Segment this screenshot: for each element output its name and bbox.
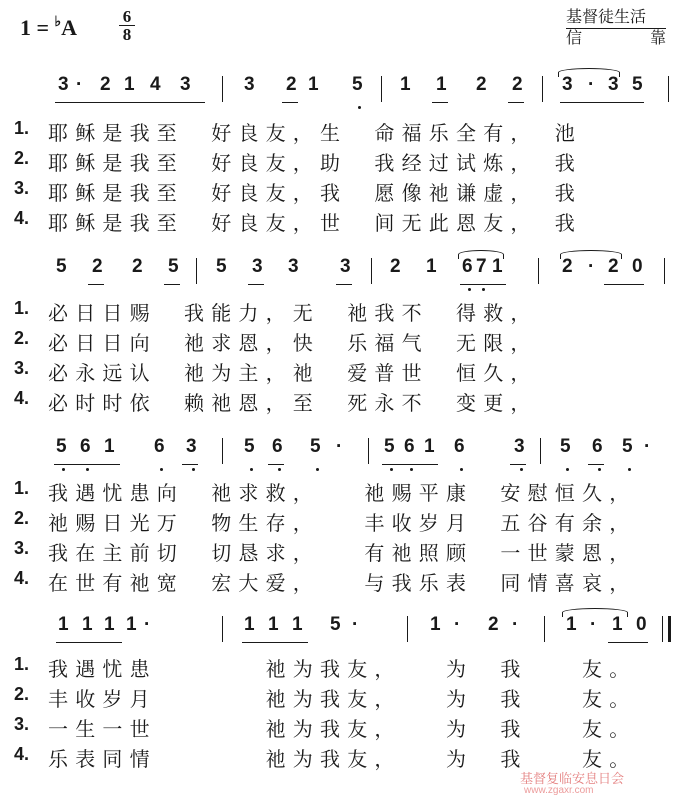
beam-line xyxy=(604,284,644,285)
note-digit: 0 xyxy=(632,256,643,277)
note-digit: 2 xyxy=(390,256,401,277)
verse-number: 3. xyxy=(14,358,30,378)
note-digit: 1 xyxy=(124,74,135,95)
note-digit: · xyxy=(588,74,595,95)
note-digit: 3 xyxy=(58,74,69,95)
note-digit: · xyxy=(336,436,343,457)
bar-line xyxy=(664,258,665,284)
note-digit: 6 xyxy=(592,436,603,457)
beam-line xyxy=(508,102,524,103)
low-octave-dot xyxy=(86,468,89,471)
verse-line xyxy=(0,742,690,770)
verse-number: 4. xyxy=(14,744,30,764)
note-digit: 1 xyxy=(612,614,623,635)
note-digit: 3 xyxy=(186,436,197,457)
beam-line xyxy=(282,102,298,103)
time-signature xyxy=(119,8,135,43)
beam-line xyxy=(560,102,644,103)
note-digit: 3 xyxy=(608,74,619,95)
beam-line xyxy=(382,464,438,465)
watermark xyxy=(520,768,625,796)
low-octave-dot xyxy=(278,468,281,471)
low-octave-dot xyxy=(250,468,253,471)
verse-line xyxy=(0,116,690,144)
note-digit: 1 xyxy=(430,614,441,635)
note-digit: 1 xyxy=(82,614,93,635)
bar-line xyxy=(407,616,408,642)
lyric-text: 我在主前切 切恳求， 有祂照顾 一世蒙恩， xyxy=(48,541,637,565)
verse-number: 3. xyxy=(14,538,30,558)
note-digit: 6 xyxy=(272,436,283,457)
beam-line xyxy=(432,102,448,103)
verse-line xyxy=(0,206,690,234)
beam-line xyxy=(56,642,122,643)
note-digit: 6 xyxy=(462,256,473,277)
lyric-text: 必永远认 祂为主，祂 爱普世 恒久， xyxy=(48,361,538,385)
flat-sign: ♭ xyxy=(54,15,62,30)
beam-line xyxy=(164,284,180,285)
note-digit: 3 xyxy=(180,74,191,95)
beam-line xyxy=(88,284,104,285)
note-digit: 1 xyxy=(566,614,577,635)
bar-line xyxy=(222,438,223,464)
verse-number: 1. xyxy=(14,478,30,498)
low-octave-dot xyxy=(520,468,523,471)
verse-number: 4. xyxy=(14,208,30,228)
verse-line xyxy=(0,296,690,324)
low-octave-dot xyxy=(598,468,601,471)
verse-line xyxy=(0,146,690,174)
note-digit: 5 xyxy=(384,436,395,457)
verse-line xyxy=(0,476,690,504)
note-digit: 6 xyxy=(454,436,465,457)
note-digit: 6 xyxy=(154,436,165,457)
beam-line xyxy=(608,642,648,643)
low-octave-dot xyxy=(316,468,319,471)
note-digit: 3 xyxy=(562,74,573,95)
note-digit: 5 xyxy=(622,436,633,457)
key-note: A xyxy=(61,15,78,40)
low-octave-dot xyxy=(460,468,463,471)
note-digit: 5 xyxy=(244,436,255,457)
beam-line xyxy=(510,464,526,465)
verse-number: 1. xyxy=(14,118,30,138)
bar-line xyxy=(662,616,663,642)
note-digit: 1 xyxy=(104,614,115,635)
note-digit: · xyxy=(352,614,359,635)
watermark-text: 基督复临安息日会 xyxy=(520,772,625,787)
note-digit: 3 xyxy=(252,256,263,277)
note-digit: 1 xyxy=(436,74,447,95)
note-digit: 2 xyxy=(132,256,143,277)
verse-number: 2. xyxy=(14,684,30,704)
bar-line xyxy=(368,438,369,464)
low-octave-dot xyxy=(628,468,631,471)
notation-row xyxy=(0,72,690,106)
bar-line xyxy=(196,258,197,284)
note-digit: 2 xyxy=(92,256,103,277)
lyric-text: 必日日向 祂求恩，快 乐福气 无限， xyxy=(48,331,538,355)
note-digit: 7 xyxy=(476,256,487,277)
note-digit: 3 xyxy=(288,256,299,277)
lyric-text: 祂赐日光万 物生存， 丰收岁月 五谷有余， xyxy=(48,511,637,535)
note-digit: 6 xyxy=(404,436,415,457)
low-octave-dot xyxy=(410,468,413,471)
note-digit: 3 xyxy=(244,74,255,95)
note-digit: 3 xyxy=(340,256,351,277)
verse-number: 3. xyxy=(14,178,30,198)
song-title-left: 信 xyxy=(566,28,583,47)
note-digit: 5 xyxy=(310,436,321,457)
beam-line xyxy=(248,284,264,285)
note-digit: · xyxy=(76,74,83,95)
beam-line xyxy=(268,464,284,465)
note-digit: 4 xyxy=(150,74,161,95)
low-octave-dot xyxy=(192,468,195,471)
notation-row xyxy=(0,254,690,288)
bar-line xyxy=(668,76,669,102)
beam-line xyxy=(242,642,308,643)
low-octave-dot xyxy=(62,468,65,471)
note-digit: 1 xyxy=(58,614,69,635)
time-numerator: 6 xyxy=(122,7,132,26)
note-digit: 2 xyxy=(100,74,111,95)
note-digit: 1 xyxy=(426,256,437,277)
note-digit: · xyxy=(144,614,151,635)
verse-line xyxy=(0,566,690,594)
note-digit: · xyxy=(588,256,595,277)
lyric-text: 必时时依 赖祂恩，至 死永不 变更， xyxy=(48,391,538,415)
verse-number: 2. xyxy=(14,508,30,528)
low-octave-dot xyxy=(160,468,163,471)
beam-line xyxy=(54,464,120,465)
note-digit: 0 xyxy=(636,614,647,635)
bar-line xyxy=(538,258,539,284)
verse-line xyxy=(0,506,690,534)
verse-number: 1. xyxy=(14,298,30,318)
note-digit: 1 xyxy=(244,614,255,635)
lyric-text: 我遇忧患向 祂求救， 祂赐平康 安慰恒久， xyxy=(48,481,637,505)
note-digit: 6 xyxy=(80,436,91,457)
note-digit: · xyxy=(454,614,461,635)
verse-line xyxy=(0,682,690,710)
song-title-right: 靠 xyxy=(649,28,666,47)
song-category: 基督徒生活 xyxy=(566,7,647,26)
lyric-text: 耶稣是我至 好良友，世 间无此恩友， 我 xyxy=(48,211,582,235)
bar-line xyxy=(381,76,382,102)
lyric-text: 我遇忧患 祂为我友， 为 我 友。 xyxy=(48,657,637,681)
note-digit: 1 xyxy=(492,256,503,277)
lyric-text: 一生一世 祂为我友， 为 我 友。 xyxy=(48,717,637,741)
note-digit: 1 xyxy=(424,436,435,457)
bar-line xyxy=(222,616,223,642)
lyric-text: 丰收岁月 祂为我友， 为 我 友。 xyxy=(48,687,637,711)
verse-number: 2. xyxy=(14,328,30,348)
note-digit: 5 xyxy=(56,256,67,277)
note-digit: · xyxy=(512,614,519,635)
note-digit: 1 xyxy=(308,74,319,95)
beam-line xyxy=(588,464,604,465)
lyric-text: 耶稣是我至 好良友，生 命福乐全有， 池 xyxy=(48,121,582,145)
note-digit: 5 xyxy=(632,74,643,95)
bar-line xyxy=(544,616,545,642)
note-digit: 2 xyxy=(488,614,499,635)
verse-line xyxy=(0,386,690,414)
bar-line xyxy=(371,258,372,284)
bar-line xyxy=(222,76,223,102)
lyric-text: 乐表同情 祂为我友， 为 我 友。 xyxy=(48,747,637,771)
low-octave-dot xyxy=(468,288,471,291)
note-digit: 1 xyxy=(104,436,115,457)
verse-line xyxy=(0,652,690,680)
verse-line xyxy=(0,536,690,564)
notation-row xyxy=(0,434,690,468)
beam-line xyxy=(336,284,352,285)
final-bar-line xyxy=(668,616,671,642)
note-digit: 5 xyxy=(352,74,363,95)
note-digit: 1 xyxy=(268,614,279,635)
bar-line xyxy=(542,76,543,102)
verse-line xyxy=(0,326,690,354)
lyric-text: 在世有祂宽 宏大爱， 与我乐表 同情喜哀， xyxy=(48,571,637,595)
low-octave-dot xyxy=(566,468,569,471)
watermark-url: www.zgaxr.com xyxy=(524,785,594,796)
key-signature xyxy=(20,14,77,41)
note-digit: 5 xyxy=(168,256,179,277)
note-digit: 2 xyxy=(286,74,297,95)
note-digit: 1 xyxy=(126,614,137,635)
note-digit: 1 xyxy=(400,74,411,95)
verse-line xyxy=(0,176,690,204)
bar-line xyxy=(540,438,541,464)
note-digit: 5 xyxy=(330,614,341,635)
verse-number: 4. xyxy=(14,568,30,588)
notation-row xyxy=(0,612,690,646)
note-digit: 2 xyxy=(476,74,487,95)
time-denominator: 8 xyxy=(122,25,132,44)
note-digit: · xyxy=(644,436,651,457)
note-digit: · xyxy=(590,614,597,635)
note-digit: 2 xyxy=(562,256,573,277)
low-octave-dot xyxy=(358,106,361,109)
note-digit: 2 xyxy=(608,256,619,277)
lyric-text: 必日日赐 我能力，无 祂我不 得救， xyxy=(48,301,538,325)
song-title xyxy=(566,29,666,47)
note-digit: 5 xyxy=(56,436,67,457)
note-digit: 1 xyxy=(292,614,303,635)
beam-line xyxy=(182,464,198,465)
low-octave-dot xyxy=(482,288,485,291)
verse-number: 3. xyxy=(14,714,30,734)
low-octave-dot xyxy=(390,468,393,471)
verse-line xyxy=(0,712,690,740)
song-meta xyxy=(566,8,666,47)
verse-line xyxy=(0,356,690,384)
verse-number: 1. xyxy=(14,654,30,674)
beam-line xyxy=(460,284,506,285)
verse-number: 4. xyxy=(14,388,30,408)
lyric-text: 耶稣是我至 好良友，助 我经过试炼， 我 xyxy=(48,151,582,175)
note-digit: 3 xyxy=(514,436,525,457)
note-digit: 5 xyxy=(216,256,227,277)
note-digit: 2 xyxy=(512,74,523,95)
key-label: 1 = xyxy=(20,15,55,40)
beam-line xyxy=(55,102,205,103)
verse-number: 2. xyxy=(14,148,30,168)
note-digit: 5 xyxy=(560,436,571,457)
lyric-text: 耶稣是我至 好良友，我 愿像祂谦虚， 我 xyxy=(48,181,582,205)
